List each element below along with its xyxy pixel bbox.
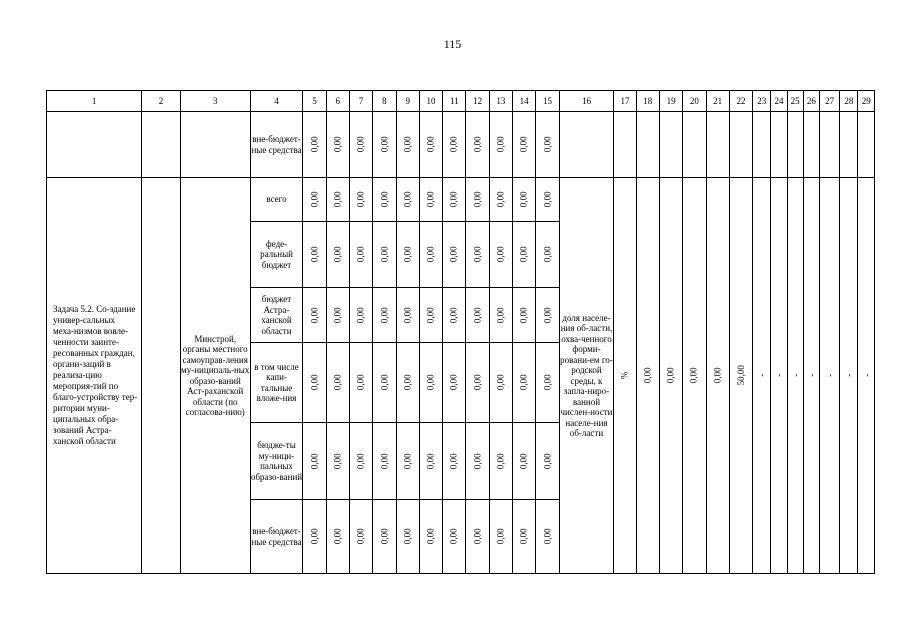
value-cell-text: 0,00	[425, 453, 436, 469]
indicator-value-cell	[636, 178, 659, 574]
header-cell	[303, 91, 326, 112]
value-cell	[489, 112, 512, 178]
unit-cell	[614, 178, 636, 574]
value-cell	[396, 423, 419, 500]
value-cell-text: 0,00	[379, 374, 390, 391]
value-cell-text: 0,00	[309, 136, 320, 153]
header-row	[47, 91, 875, 112]
value-cell	[303, 178, 326, 222]
header-cell-text: 22	[736, 95, 746, 106]
value-cell-text: 0,00	[355, 246, 366, 263]
value-cell	[396, 288, 419, 343]
value-cell-text: 0,00	[425, 136, 436, 153]
header-cell-text: 1	[91, 95, 97, 106]
value-cell-text: 0,00	[542, 136, 553, 153]
value-cell-text: 0,00	[332, 136, 343, 153]
page-number: 115	[443, 37, 462, 51]
value-cell	[489, 423, 512, 500]
header-cell	[419, 91, 442, 112]
funding-source-label	[250, 112, 303, 178]
header-cell-text: 3	[212, 95, 218, 106]
funding-source-label	[250, 423, 303, 500]
funding-source-label-text: вне-бюджет-ные средства	[251, 526, 302, 547]
funding-source-label-text: вне-бюджет-ные средства	[251, 134, 302, 155]
header-cell	[706, 91, 729, 112]
value-cell	[373, 178, 396, 222]
value-cell	[303, 500, 326, 574]
value-cell	[303, 423, 326, 500]
value-cell-text: 0,00	[495, 246, 506, 263]
funding-source-label-text: феде-ральный бюджет	[260, 238, 293, 270]
value-cell-text: 0,00	[332, 307, 343, 323]
empty-cell	[659, 112, 682, 178]
value-cell-text: 0,00	[542, 453, 553, 469]
value-cell-text: 0,00	[495, 374, 506, 391]
value-cell-text: 0,00	[425, 246, 436, 263]
value-cell	[443, 288, 466, 343]
value-cell-text: 0,00	[518, 374, 529, 391]
value-cell-text: 0,00	[309, 374, 320, 391]
value-cell	[349, 423, 372, 500]
header-cell	[787, 91, 803, 112]
header-cell-text: 10	[426, 95, 436, 106]
value-cell	[536, 178, 559, 222]
funding-source-label	[250, 222, 303, 288]
empty-cell	[614, 112, 636, 178]
funding-source-label	[250, 288, 303, 343]
value-cell	[326, 222, 349, 288]
value-cell-text: 0,00	[332, 453, 343, 469]
value-cell-text: 0,00	[449, 528, 460, 545]
value-cell	[419, 500, 442, 574]
value-cell	[443, 423, 466, 500]
value-cell	[489, 343, 512, 423]
header-cell-text: 15	[542, 95, 552, 106]
funding-source-label-text: в том числе капи-тальные вложе-ния	[254, 361, 299, 403]
value-cell	[489, 288, 512, 343]
header-cell	[466, 91, 489, 112]
task-description-text: Задача 5.2. Со-здание универ-сальных меха-низмов вовле-ченности заинте-ресованных граждан, органи-заций в реализа-цию мероприя-тий по благо-устройству тер-ритории муни-ципальных обра-зований Астра-ханской области	[53, 304, 138, 446]
value-cell-text: 0,00	[355, 528, 366, 545]
indicator-value-cell	[840, 178, 858, 574]
header-cell	[489, 91, 512, 112]
value-cell	[443, 500, 466, 574]
value-cell	[419, 112, 442, 178]
header-cell	[753, 91, 771, 112]
value-cell	[513, 222, 536, 288]
indicator-value-cell	[803, 178, 819, 574]
empty-cell	[787, 112, 803, 178]
value-cell	[513, 112, 536, 178]
header-cell	[443, 91, 466, 112]
value-cell-text: 0,00	[472, 374, 483, 391]
value-cell	[303, 222, 326, 288]
value-cell	[419, 343, 442, 423]
value-cell	[396, 222, 419, 288]
funding-source-label	[250, 178, 303, 222]
value-cell	[419, 423, 442, 500]
value-cell	[466, 423, 489, 500]
value-cell	[419, 178, 442, 222]
value-cell	[349, 112, 372, 178]
value-cell	[443, 343, 466, 423]
value-cell	[326, 288, 349, 343]
value-cell	[326, 500, 349, 574]
indicator-value-cell-text: 0,00	[665, 367, 676, 384]
empty-cell	[636, 112, 659, 178]
indicator-value-cell-text: -	[789, 374, 800, 377]
value-cell-text: 0,00	[472, 307, 483, 323]
funding-source-label-text: всего	[266, 194, 287, 205]
indicator-value-cell	[706, 178, 729, 574]
value-cell-text: 0,00	[449, 136, 460, 153]
header-cell-text: 11	[449, 95, 459, 106]
header-cell-text: 28	[844, 95, 854, 106]
header-cell	[771, 91, 787, 112]
program-table	[46, 90, 875, 574]
value-cell	[466, 222, 489, 288]
value-cell-text: 0,00	[495, 453, 506, 469]
value-cell	[513, 423, 536, 500]
value-cell-text: 0,00	[495, 307, 506, 323]
header-cell-text: 25	[790, 95, 800, 106]
empty-cell	[142, 178, 181, 574]
header-cell-text: 5	[312, 95, 317, 106]
indicator-cell	[559, 178, 614, 574]
header-cell	[180, 91, 250, 112]
value-cell-text: 0,00	[472, 453, 483, 469]
indicator-value-cell	[771, 178, 787, 574]
value-cell	[396, 500, 419, 574]
funding-source-label	[250, 500, 303, 574]
indicator-value-cell	[753, 178, 771, 574]
value-cell-text: 0,00	[402, 528, 413, 545]
value-cell-text: 0,00	[472, 246, 483, 263]
value-cell-text: 0,00	[332, 374, 343, 391]
unit-cell-text: %	[619, 371, 630, 380]
empty-cell	[753, 112, 771, 178]
value-cell	[303, 288, 326, 343]
header-cell	[349, 91, 372, 112]
value-cell-text: 0,00	[379, 307, 390, 323]
header-cell	[536, 91, 559, 112]
value-cell	[466, 343, 489, 423]
funding-source-label-text: бюдже-ты му-ници-пальных образо-ваний	[250, 440, 303, 482]
value-cell	[373, 288, 396, 343]
header-cell-text: 2	[158, 95, 164, 106]
value-cell-text: 0,00	[425, 374, 436, 391]
value-cell-text: 0,00	[518, 453, 529, 469]
header-cell	[729, 91, 752, 112]
header-cell	[250, 91, 303, 112]
empty-cell	[803, 112, 819, 178]
table-row	[47, 112, 875, 178]
header-cell-text: 4	[274, 95, 279, 106]
indicator-value-cell	[659, 178, 682, 574]
value-cell-text: 0,00	[518, 191, 529, 208]
value-cell-text: 0,00	[472, 528, 483, 545]
value-cell	[326, 178, 349, 222]
header-cell-text: 12	[473, 95, 483, 106]
header-cell	[659, 91, 682, 112]
value-cell	[326, 112, 349, 178]
value-cell	[489, 222, 512, 288]
header-cell	[326, 91, 349, 112]
indicator-value-cell-text: -	[843, 374, 854, 377]
value-cell	[349, 288, 372, 343]
header-cell-text: 27	[825, 95, 835, 106]
indicator-value-cell-text: -	[824, 374, 835, 377]
value-cell-text: 0,00	[309, 528, 320, 545]
value-cell	[513, 288, 536, 343]
header-cell-text: 19	[666, 95, 676, 106]
header-cell	[858, 91, 875, 112]
value-cell-text: 0,00	[309, 307, 320, 323]
header-cell	[614, 91, 636, 112]
value-cell-text: 0,00	[402, 307, 413, 323]
header-cell	[683, 91, 706, 112]
header-cell	[803, 91, 819, 112]
value-cell-text: 0,00	[425, 307, 436, 323]
indicator-value-cell	[729, 178, 752, 574]
indicator-value-cell-text: 0,00	[689, 367, 700, 384]
value-cell	[536, 423, 559, 500]
executor-cell	[180, 178, 250, 574]
empty-cell	[180, 112, 250, 178]
indicator-value-cell	[819, 178, 839, 574]
value-cell-text: 0,00	[518, 307, 529, 323]
value-cell-text: 0,00	[379, 136, 390, 153]
header-cell	[142, 91, 181, 112]
empty-cell	[47, 112, 142, 178]
value-cell-text: 0,00	[542, 191, 553, 208]
empty-cell	[683, 112, 706, 178]
value-cell	[349, 500, 372, 574]
value-cell-text: 0,00	[355, 136, 366, 153]
table-row	[47, 178, 875, 222]
header-cell-text: 20	[689, 95, 699, 106]
value-cell-text: 0,00	[355, 191, 366, 208]
value-cell-text: 0,00	[425, 191, 436, 208]
value-cell-text: 0,00	[518, 136, 529, 153]
header-cell	[840, 91, 858, 112]
value-cell-text: 0,00	[472, 136, 483, 153]
indicator-value-cell	[683, 178, 706, 574]
value-cell-text: 0,00	[355, 374, 366, 391]
value-cell-text: 0,00	[402, 453, 413, 469]
value-cell-text: 0,00	[495, 528, 506, 545]
value-cell-text: 0,00	[425, 528, 436, 545]
header-cell-text: 21	[713, 95, 723, 106]
value-cell-text: 0,00	[332, 528, 343, 545]
header-cell-text: 23	[757, 95, 767, 106]
header-cell-text: 29	[861, 95, 871, 106]
value-cell	[513, 500, 536, 574]
value-cell	[303, 112, 326, 178]
value-cell	[536, 222, 559, 288]
value-cell-text: 0,00	[449, 191, 460, 208]
value-cell-text: 0,00	[542, 528, 553, 545]
empty-cell	[771, 112, 787, 178]
header-cell-text: 14	[519, 95, 529, 106]
value-cell	[373, 222, 396, 288]
value-cell-text: 0,00	[332, 246, 343, 263]
value-cell-text: 0,00	[402, 136, 413, 153]
value-cell-text: 0,00	[379, 191, 390, 208]
indicator-value-cell-text: -	[806, 374, 817, 377]
value-cell-text: 0,00	[449, 246, 460, 263]
header-cell	[636, 91, 659, 112]
value-cell	[466, 500, 489, 574]
indicator-value-cell-text: -	[756, 374, 767, 377]
header-cell	[47, 91, 142, 112]
value-cell	[419, 288, 442, 343]
value-cell-text: 0,00	[402, 191, 413, 208]
value-cell-text: 0,00	[355, 453, 366, 469]
header-cell	[559, 91, 614, 112]
value-cell	[536, 500, 559, 574]
value-cell-text: 0,00	[449, 453, 460, 469]
header-cell-text: 17	[620, 95, 630, 106]
header-cell	[819, 91, 839, 112]
indicator-value-cell-text: 50,00	[735, 365, 746, 386]
empty-cell	[706, 112, 729, 178]
indicator-value-cell-text: 0,00	[642, 367, 653, 384]
value-cell-text: 0,00	[402, 246, 413, 263]
header-cell-text: 13	[496, 95, 506, 106]
task-description	[47, 178, 142, 574]
value-cell	[373, 343, 396, 423]
header-cell-text: 9	[405, 95, 410, 106]
empty-cell	[559, 112, 614, 178]
value-cell-text: 0,00	[472, 191, 483, 208]
value-cell	[536, 288, 559, 343]
value-cell	[489, 500, 512, 574]
header-cell-text: 26	[806, 95, 816, 106]
value-cell-text: 0,00	[495, 136, 506, 153]
value-cell	[489, 178, 512, 222]
value-cell	[536, 343, 559, 423]
header-cell	[513, 91, 536, 112]
value-cell	[466, 112, 489, 178]
value-cell	[466, 178, 489, 222]
value-cell-text: 0,00	[309, 191, 320, 208]
funding-source-label	[250, 343, 303, 423]
value-cell	[443, 112, 466, 178]
value-cell-text: 0,00	[379, 246, 390, 263]
value-cell-text: 0,00	[379, 453, 390, 469]
value-cell	[303, 343, 326, 423]
value-cell	[373, 112, 396, 178]
empty-cell	[840, 112, 858, 178]
value-cell-text: 0,00	[518, 528, 529, 545]
value-cell-text: 0,00	[449, 374, 460, 391]
header-cell-text: 7	[358, 95, 364, 106]
empty-cell	[858, 112, 875, 178]
value-cell-text: 0,00	[355, 307, 366, 323]
indicator-value-cell-text: -	[773, 374, 784, 377]
value-cell	[443, 222, 466, 288]
value-cell	[349, 178, 372, 222]
header-cell-text: 18	[643, 95, 653, 106]
value-cell-text: 0,00	[542, 246, 553, 263]
value-cell	[443, 178, 466, 222]
value-cell-text: 0,00	[379, 528, 390, 545]
value-cell	[536, 112, 559, 178]
header-cell-text: 16	[581, 95, 591, 106]
header-cell-text: 6	[335, 95, 341, 106]
value-cell	[513, 178, 536, 222]
value-cell-text: 0,00	[518, 246, 529, 263]
indicator-value-cell-text: 0,00	[712, 367, 723, 384]
indicator-value-cell	[858, 178, 875, 574]
value-cell	[419, 222, 442, 288]
indicator-value-cell	[787, 178, 803, 574]
indicator-cell-text: доля населе-ния об-ласти, охва-ченного форми-ровани-ем го-родской среды, к запла-ниро-ванной числен-ности населе-ния об-ласти	[560, 312, 613, 438]
funding-source-label-text: бюджет Астра-ханской области	[261, 294, 292, 336]
value-cell-text: 0,00	[309, 246, 320, 263]
value-cell	[396, 343, 419, 423]
header-cell	[373, 91, 396, 112]
value-cell-text: 0,00	[542, 307, 553, 323]
value-cell	[513, 343, 536, 423]
executor-cell-text: Минстрой, органы местного самоуправ-ления му-ниципаль-ных образо-ваний Аст-раханской области (по согласова-нию)	[181, 333, 250, 417]
header-cell-text: 8	[382, 95, 387, 106]
value-cell-text: 0,00	[402, 374, 413, 391]
value-cell-text: 0,00	[495, 191, 506, 208]
empty-cell	[142, 112, 181, 178]
header-cell	[396, 91, 419, 112]
value-cell	[349, 222, 372, 288]
value-cell	[466, 288, 489, 343]
value-cell	[373, 500, 396, 574]
value-cell	[396, 178, 419, 222]
value-cell-text: 0,00	[449, 307, 460, 323]
value-cell	[326, 423, 349, 500]
indicator-value-cell-text: -	[860, 374, 871, 377]
value-cell-text: 0,00	[309, 453, 320, 469]
value-cell	[373, 423, 396, 500]
value-cell-text: 0,00	[332, 191, 343, 208]
value-cell-text: 0,00	[542, 374, 553, 391]
value-cell	[396, 112, 419, 178]
value-cell	[349, 343, 372, 423]
empty-cell	[819, 112, 839, 178]
empty-cell	[729, 112, 752, 178]
header-cell-text: 24	[774, 95, 784, 106]
value-cell	[326, 343, 349, 423]
